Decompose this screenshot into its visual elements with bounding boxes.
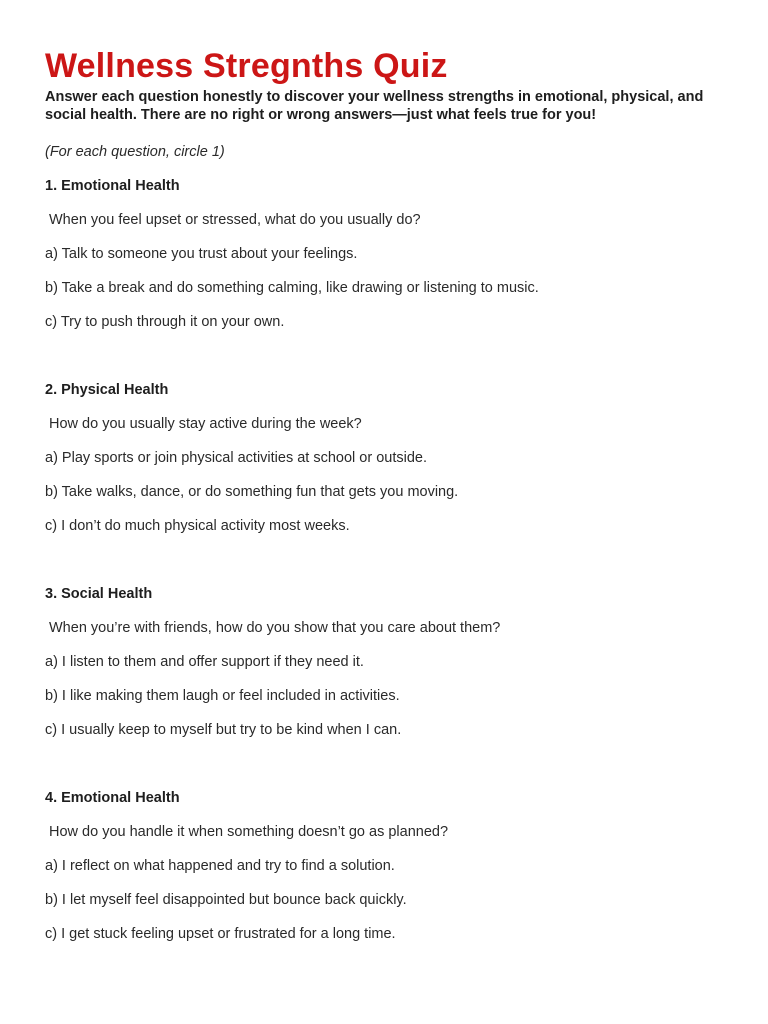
- question-heading: 1. Emotional Health: [45, 178, 180, 194]
- question-prompt: How do you usually stay active during the week?: [49, 416, 362, 432]
- question-prompt: How do you handle it when something doesn’t go as planned?: [49, 824, 449, 840]
- answer-option-a[interactable]: a) Play sports or join physical activities at school or outside.: [45, 450, 428, 466]
- question-section-3: [45, 585, 735, 739]
- answer-option-a[interactable]: a) I reflect on what happened and try to find a solution.: [45, 858, 395, 874]
- answer-option-a[interactable]: a) I listen to them and offer support if they need it.: [45, 654, 364, 670]
- question-prompt: When you’re with friends, how do you show that you care about them?: [49, 620, 501, 636]
- intro-text: Answer each question honestly to discover your wellness strengths in emotional, physical, and social health. There are no right or wrong answers—just what feels true for you!: [45, 89, 704, 123]
- answer-option-c[interactable]: c) I don’t do much physical activity most weeks.: [45, 518, 350, 534]
- answer-option-c[interactable]: c) Try to push through it on your own.: [45, 314, 285, 330]
- answer-option-b[interactable]: b) I like making them laugh or feel included in activities.: [45, 688, 400, 704]
- answer-option-b[interactable]: b) Take walks, dance, or do something fun that gets you moving.: [45, 484, 459, 500]
- quiz-document: [45, 46, 735, 943]
- question-section-4: [45, 789, 735, 943]
- question-section-1: [45, 177, 735, 331]
- answer-option-b[interactable]: b) I let myself feel disappointed but bounce back quickly.: [45, 892, 407, 908]
- question-heading: 2. Physical Health: [45, 382, 169, 398]
- question-prompt: When you feel upset or stressed, what do you usually do?: [49, 212, 421, 228]
- question-heading: 4. Emotional Health: [45, 790, 180, 806]
- answer-option-c[interactable]: c) I usually keep to myself but try to be kind when I can.: [45, 722, 402, 738]
- instruction-text: (For each question, circle 1): [45, 144, 225, 160]
- answer-option-b[interactable]: b) Take a break and do something calming, like drawing or listening to music.: [45, 280, 539, 296]
- page-title: Wellness Stregnths Quiz: [45, 47, 448, 85]
- answer-option-a[interactable]: a) Talk to someone you trust about your feelings.: [45, 246, 358, 262]
- answer-option-c[interactable]: c) I get stuck feeling upset or frustrated for a long time.: [45, 926, 396, 942]
- question-section-2: [45, 381, 735, 535]
- question-heading: 3. Social Health: [45, 586, 153, 602]
